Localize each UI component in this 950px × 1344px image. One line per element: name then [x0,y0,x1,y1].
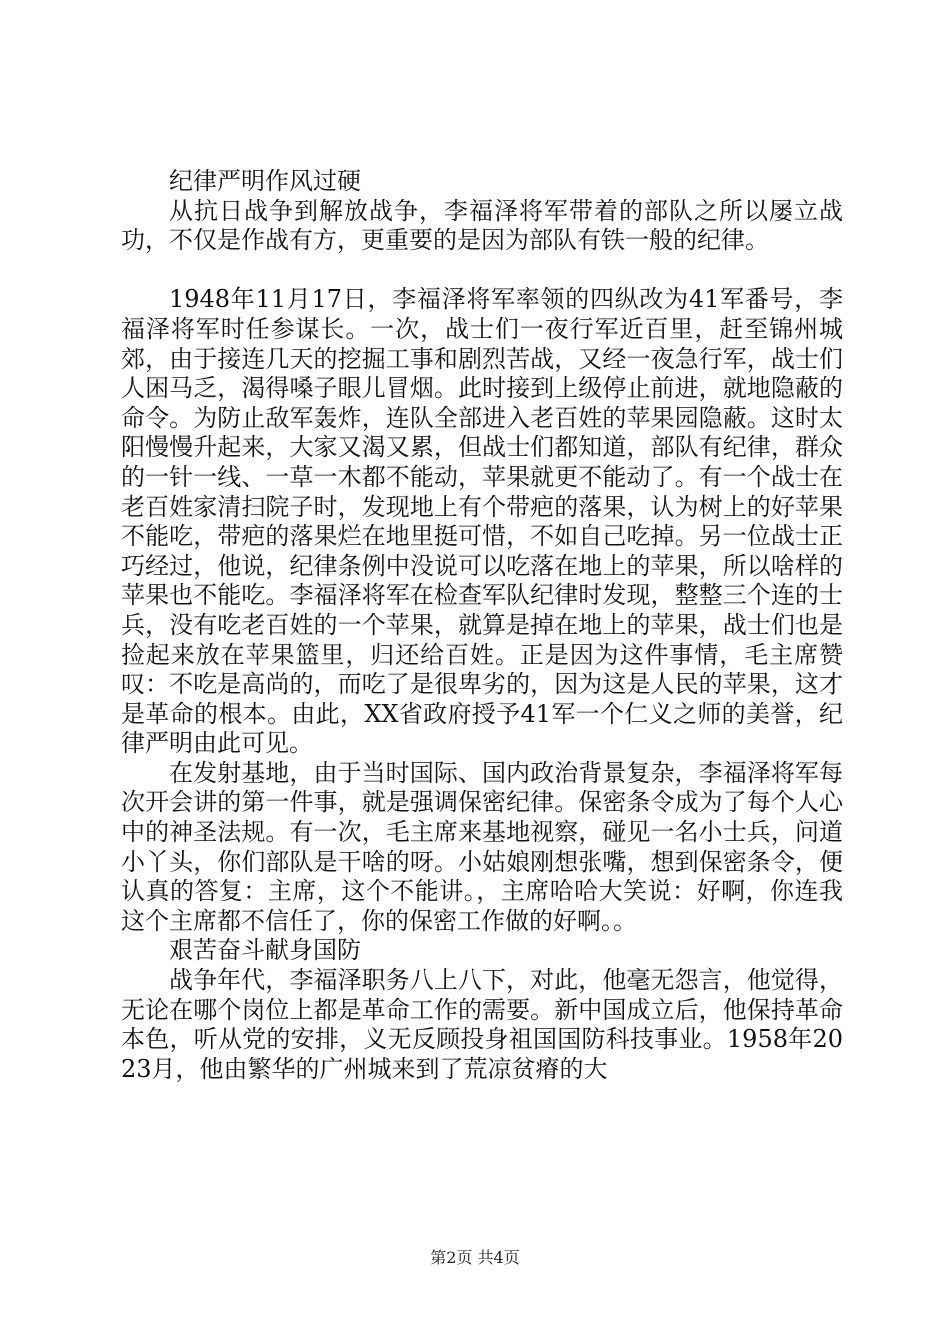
paragraph-gap [121,256,843,286]
page-number-footer: 第2页 共4页 [430,1248,520,1267]
paragraph-intro: 从抗日战争到解放战争，李福泽将军带着的部队之所以屡立战功，不仅是作战有方，更重要的是因为部队有铁一般的纪律。 [121,196,843,255]
document-body [121,167,843,1084]
section-heading-hardship: 艰苦奋斗献身国防 [169,936,361,965]
paragraph-career: 战争年代，李福泽职务八上八下，对此，他毫无怨言，他觉得，无论在哪个岗位上都是革命工作的需要。新中国成立后，他保持革命本色，听从党的安排，义无反顾投身祖国国防科技事业。1958年2023月，他由繁华的广州城来到了荒凉贫瘠的大 [121,966,843,1083]
section-heading-discipline: 纪律严明作风过硬 [169,167,361,195]
paragraph-secrecy: 在发射基地，由于当时国际、国内政治背景复杂，李福泽将军每次开会讲的第一件事，就是强调保密纪律。保密条令成为了每个人心中的神圣法规。有一次，毛主席来基地视察，碰见一名小士兵，问道小丫头，你们部队是干啥的呀。小姑娘刚想张嘴，想到保密条令，便认真的答复：主席，这个不能讲。，主席哈哈大笑说：好啊，你连我这个主席都不信任了，你的保密工作做的好啊。。 [121,758,843,935]
paragraph-apple-story: 1948年11月17日，李福泽将军率领的四纵改为41军番号，李福泽将军时任参谋长。一次，战士们一夜行军近百里，赶至锦州城郊，由于接连几天的挖掘工事和剧烈苦战，又经一夜急行军，战士们人困马乏，渴得嗓子眼儿冒烟。此时接到上级停止前进，就地隐蔽的命令。为防止敌军轰炸，连队全部进入老百姓的苹果园隐蔽。这时太阳慢慢升起来，大家又渴又累，但战士们都知道，部队有纪律，群众的一针一线、一草一木都不能动，苹果就更不能动了。有一个战士在老百姓家清扫院子时，发现地上有个带疤的落果，认为树上的好苹果不能吃，带疤的落果烂在地里挺可惜，不如自己吃掉。另一位战士正巧经过，他说，纪律条例中没说可以吃落在地上的苹果，所以啥样的苹果也不能吃。李福泽将军在检查军队纪律时发现，整整三个连的士兵，没有吃老百姓的一个苹果，就算是掉在地上的苹果，战士们也是捡起来放在苹果篮里，归还给百姓。正是因为这件事情，毛主席赞叹：不吃是高尚的，而吃了是很卑劣的，因为这是人民的苹果，这才是革命的根本。由此，XX省政府授予41军一个仁义之师的美誉，纪律严明由此可见。 [121,285,843,758]
